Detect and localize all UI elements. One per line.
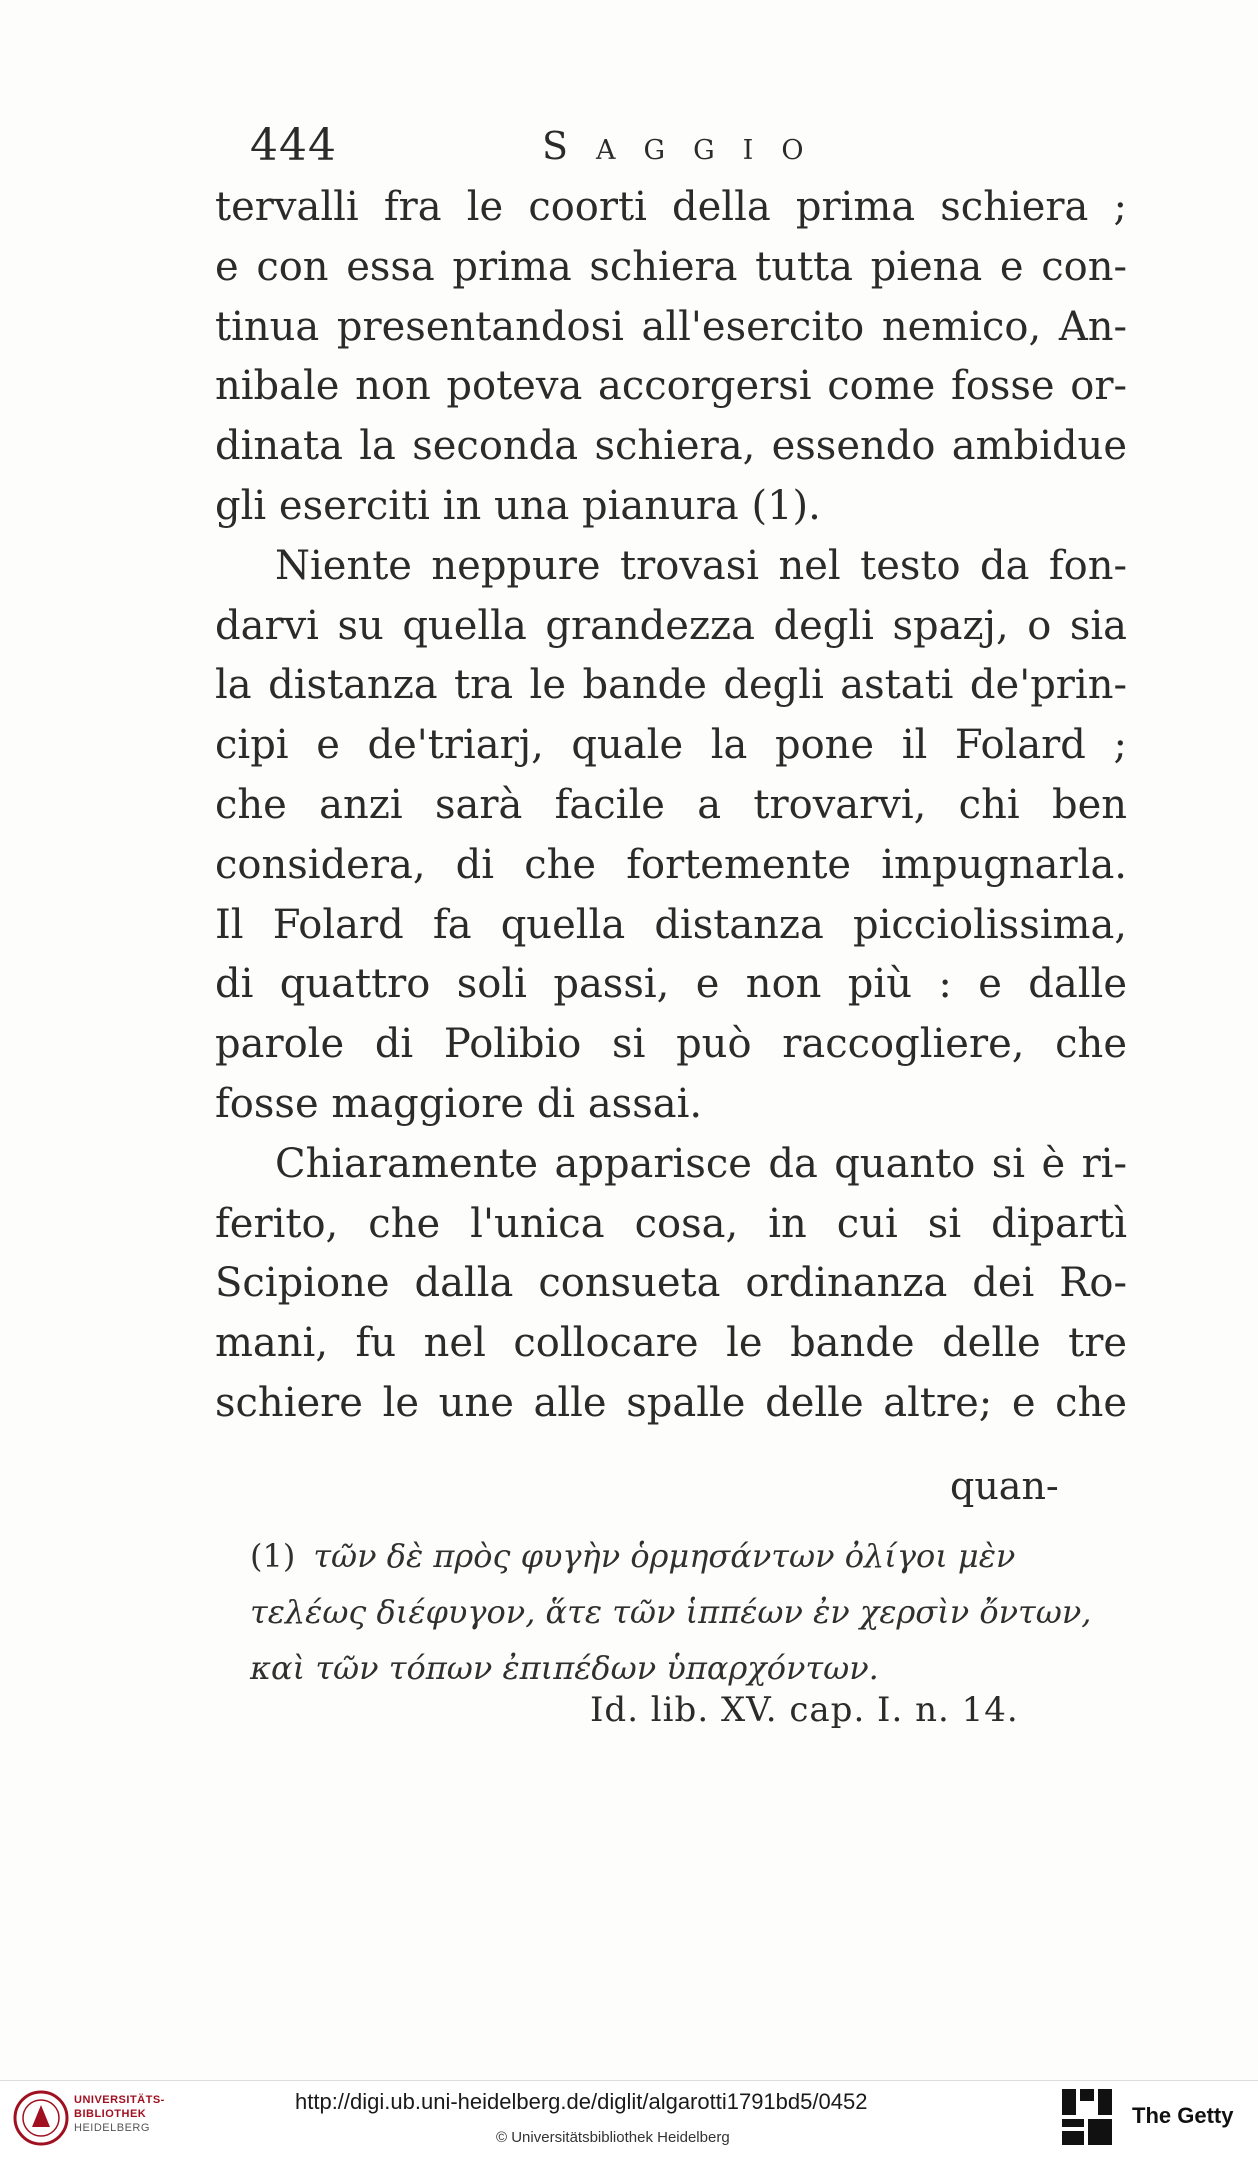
text-line: darvi su quella grandezza degli spazj, o sia (215, 602, 1127, 649)
university-seal-icon (12, 2089, 70, 2147)
footnote-marker: (1) (250, 1537, 296, 1575)
text-line: schiere le une alle spalle delle altre; e che (215, 1379, 1127, 1426)
page-number: 444 (250, 120, 337, 171)
text-line: che anzi sarà facile a trovarvi, chi ben (215, 781, 1127, 828)
text-line: nibale non poteva accorgersi come fosse or- (215, 363, 1127, 410)
text-line: fosse maggiore di assai. (215, 1080, 703, 1127)
text-line: mani, fu nel collocare le bande delle tre (215, 1320, 1127, 1367)
footnote-text: τῶν δὲ πρὸς φυγὴν ὁρμησάντων ὀλίγοι μὲν (313, 1537, 1016, 1575)
library-name-line: BIBLIOTHEK (74, 2108, 147, 2120)
footnote (250, 1528, 1120, 1696)
text-line: gli eserciti in una pianura (1). (215, 482, 821, 529)
library-name-line: HEIDELBERG (74, 2122, 150, 2134)
library-name (74, 2093, 165, 2135)
text-line: la distanza tra le bande degli astati de'prin- (215, 662, 1127, 709)
footnote-line: τελέως διέφυγον, ἅτε τῶν ἱππέων ἐν χερσὶν ὄντων, (250, 1593, 1092, 1631)
library-name-line: UNIVERSITÄTS- (74, 2094, 165, 2106)
partner-name: The Getty (1132, 2103, 1234, 2128)
viewer-footer (0, 2080, 1258, 2157)
text-line: cipi e de'triarj, quale la pone il Folard ; (215, 722, 1127, 769)
permalink-url[interactable]: http://digi.ub.uni-heidelberg.de/diglit/algarotti1791bd5/0452 (295, 2089, 868, 2114)
text-line: tervalli fra le coorti della prima schiera ; (215, 184, 1127, 230)
running-title: Saggio (542, 124, 832, 168)
text-line: parole di Polibio si può raccogliere, che (215, 1021, 1127, 1068)
text-line: Scipione dalla consueta ordinanza dei Ro- (215, 1260, 1127, 1307)
text-line: Chiaramente apparisce da quanto si è ri- (275, 1140, 1127, 1187)
text-line: e con essa prima schiera tutta piena e con- (215, 243, 1127, 290)
footnote-line: καὶ τῶν τόπων ἐπιπέδων ὑπαρχόντων. (250, 1649, 879, 1687)
footnote-line (250, 1528, 1120, 1584)
catchword: quan- (950, 1464, 1059, 1508)
text-line: considera, di che fortemente impugnarla. (215, 841, 1127, 888)
text-line: dinata la seconda schiera, essendo ambidue (215, 423, 1127, 470)
body-text (215, 178, 1127, 1434)
text-line: tinua presentandosi all'esercito nemico, An- (215, 303, 1127, 350)
text-line: di quattro soli passi, e non più : e dalle (215, 961, 1127, 1008)
text-line: ferito, che l'unica cosa, in cui si dipartì (215, 1200, 1127, 1247)
text-line: Niente neppure trovasi nel testo da fon- (275, 542, 1127, 589)
running-head (250, 120, 1150, 180)
text-line: Il Folard fa quella distanza picciolissima, (215, 901, 1127, 948)
footnote-citation: Id. lib. XV. cap. I. n. 14. (590, 1690, 1019, 1730)
copyright-notice: © Universitätsbibliothek Heidelberg (496, 2129, 730, 2146)
getty-logo-icon (1060, 2087, 1114, 2147)
